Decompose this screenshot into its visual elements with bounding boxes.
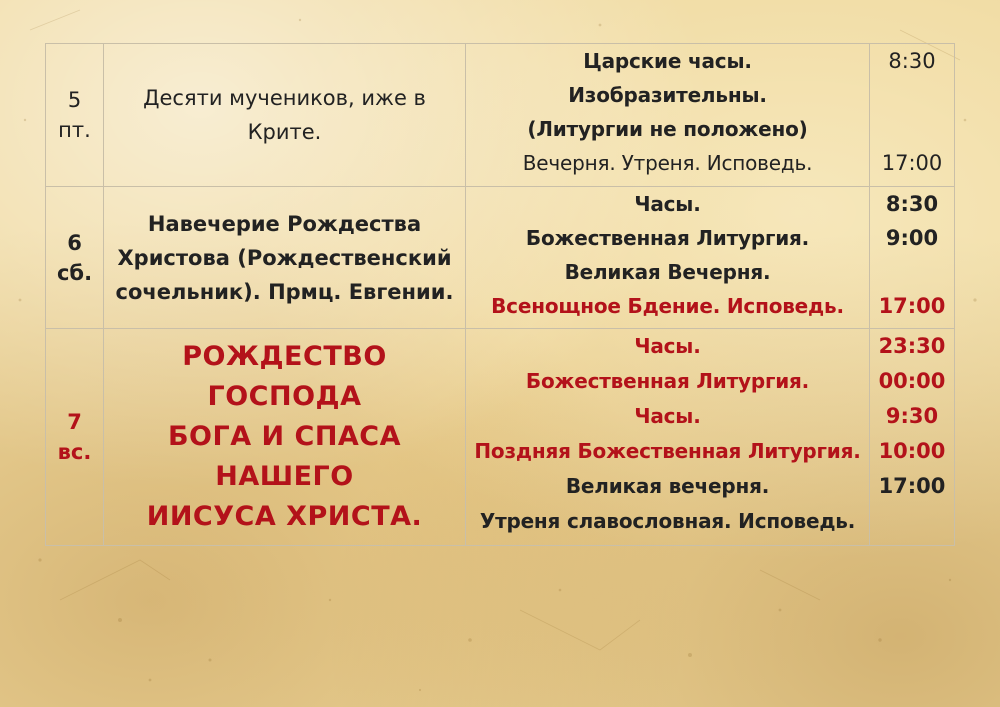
service-item: Утреня славословная. Исповедь.: [479, 509, 856, 533]
feast-cell: [104, 44, 466, 187]
day-number: 7: [67, 410, 82, 434]
service-time: 23:30: [878, 334, 946, 358]
service-item: (Литургии не положено): [527, 117, 808, 141]
service-time: 17:00: [878, 294, 946, 318]
service-time: 17:00: [881, 151, 943, 175]
service-time: 17:00: [878, 474, 946, 498]
times-cell: [870, 329, 955, 546]
weekday: пт.: [58, 118, 91, 142]
day-cell: [46, 329, 104, 546]
feast-line: ИИСУСА ХРИСТА.: [146, 501, 423, 532]
feast-cell: [104, 329, 466, 546]
service-time: 00:00: [878, 369, 946, 393]
times-cell: [870, 44, 955, 187]
feast-line: Крите.: [247, 120, 322, 144]
service-time: [870, 255, 954, 289]
services-cell: [466, 44, 870, 187]
feast-line: БОГА И СПАСА НАШЕГО: [167, 421, 402, 492]
day-cell: [46, 44, 104, 187]
service-item: Поздняя Божественная Литургия.: [474, 439, 861, 463]
service-item: Часы.: [634, 334, 701, 358]
feast-line: сочельник). Прмц. Евгении.: [115, 279, 454, 304]
services-cell: [466, 329, 870, 546]
service-time: 8:30: [885, 192, 939, 216]
feast-line: Навечерие Рождества: [147, 211, 422, 236]
schedule-row: [46, 329, 955, 546]
service-item: Часы.: [634, 192, 701, 216]
service-time: 8:30: [888, 49, 936, 73]
service-time: [870, 112, 954, 146]
service-item: Божественная Литургия.: [525, 226, 810, 250]
weekday: сб.: [56, 260, 93, 285]
service-item: Великая Вечерня.: [564, 260, 771, 284]
feast-line: Христова (Рождественский: [117, 245, 452, 270]
schedule-row: [46, 44, 955, 187]
service-time: 10:00: [878, 439, 946, 463]
service-item: Всенощное Бдение. Исповедь.: [491, 294, 844, 318]
day-cell: [46, 187, 104, 329]
schedule-row: [46, 187, 955, 329]
service-time: 9:30: [885, 404, 939, 428]
service-item: Изобразительны.: [568, 83, 767, 107]
service-time: 9:00: [885, 226, 939, 250]
service-item: Великая вечерня.: [565, 474, 770, 498]
times-cell: [870, 187, 955, 329]
feast-line: Десяти мучеников, иже в: [143, 86, 426, 110]
weekday: вс.: [57, 440, 92, 464]
feast-line: РОЖДЕСТВО ГОСПОДА: [182, 341, 387, 412]
service-item: Царские часы.: [583, 49, 752, 73]
service-item: Вечерня. Утреня. Исповедь.: [522, 151, 813, 175]
service-item: Часы.: [634, 404, 701, 428]
day-number: 6: [67, 230, 82, 255]
day-number: 5: [67, 88, 82, 112]
service-schedule-table: [45, 43, 955, 546]
service-time: [870, 78, 954, 112]
services-cell: [466, 187, 870, 329]
service-item: Божественная Литургия.: [525, 369, 810, 393]
feast-cell: [104, 187, 466, 329]
